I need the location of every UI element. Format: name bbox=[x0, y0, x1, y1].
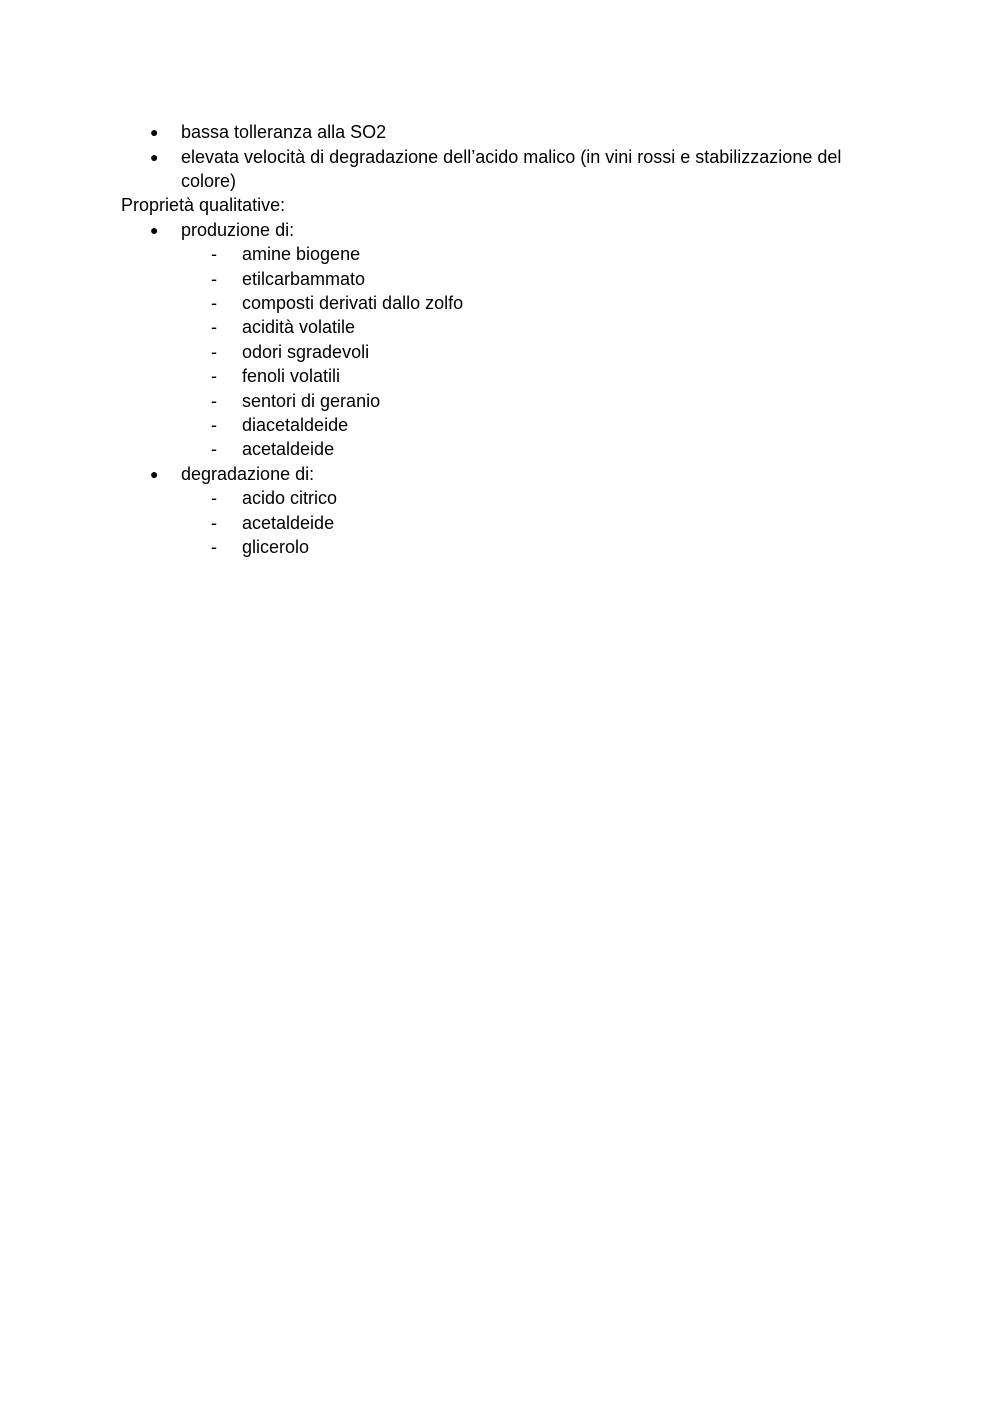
bullet-icon: ● bbox=[150, 222, 159, 238]
sub-list-item: acido citrico bbox=[242, 488, 338, 508]
dash-icon: - bbox=[211, 488, 217, 508]
sub-list-item: glicerolo bbox=[242, 537, 310, 557]
dash-icon: - bbox=[211, 415, 217, 435]
bullet-icon: ● bbox=[150, 124, 159, 140]
section-heading: Proprietà qualitative: bbox=[121, 195, 286, 215]
sub-list-item: acetaldeide bbox=[242, 439, 335, 459]
group-label: degradazione di: bbox=[181, 464, 315, 484]
dash-icon: - bbox=[211, 269, 217, 289]
sub-list-item: sentori di geranio bbox=[242, 391, 381, 411]
sub-list-item: fenoli volatili bbox=[242, 366, 341, 386]
dash-icon: - bbox=[211, 342, 217, 362]
sub-list-item: acidità volatile bbox=[242, 317, 356, 337]
sub-list-item: composti derivati dallo zolfo bbox=[242, 293, 464, 313]
dash-icon: - bbox=[211, 293, 217, 313]
sub-list-item: diacetaldeide bbox=[242, 415, 349, 435]
group-label: produzione di: bbox=[181, 220, 295, 240]
dash-icon: - bbox=[211, 366, 217, 386]
list-item: elevata velocità di degradazione dell’acido malico (in vini rossi e stabilizzazione del bbox=[181, 147, 842, 167]
dash-icon: - bbox=[211, 244, 217, 264]
list-item: bassa tolleranza alla SO2 bbox=[181, 122, 387, 142]
sub-list-item: amine biogene bbox=[242, 244, 361, 264]
dash-icon: - bbox=[211, 513, 217, 533]
dash-icon: - bbox=[211, 537, 217, 557]
dash-icon: - bbox=[211, 317, 217, 337]
sub-list-item: odori sgradevoli bbox=[242, 342, 370, 362]
sub-list-item: etilcarbammato bbox=[242, 269, 366, 289]
sub-list-item: acetaldeide bbox=[242, 513, 335, 533]
bullet-icon: ● bbox=[150, 466, 159, 482]
dash-icon: - bbox=[211, 391, 217, 411]
list-item-continuation: colore) bbox=[181, 171, 237, 191]
dash-icon: - bbox=[211, 439, 217, 459]
bullet-icon: ● bbox=[150, 149, 159, 165]
